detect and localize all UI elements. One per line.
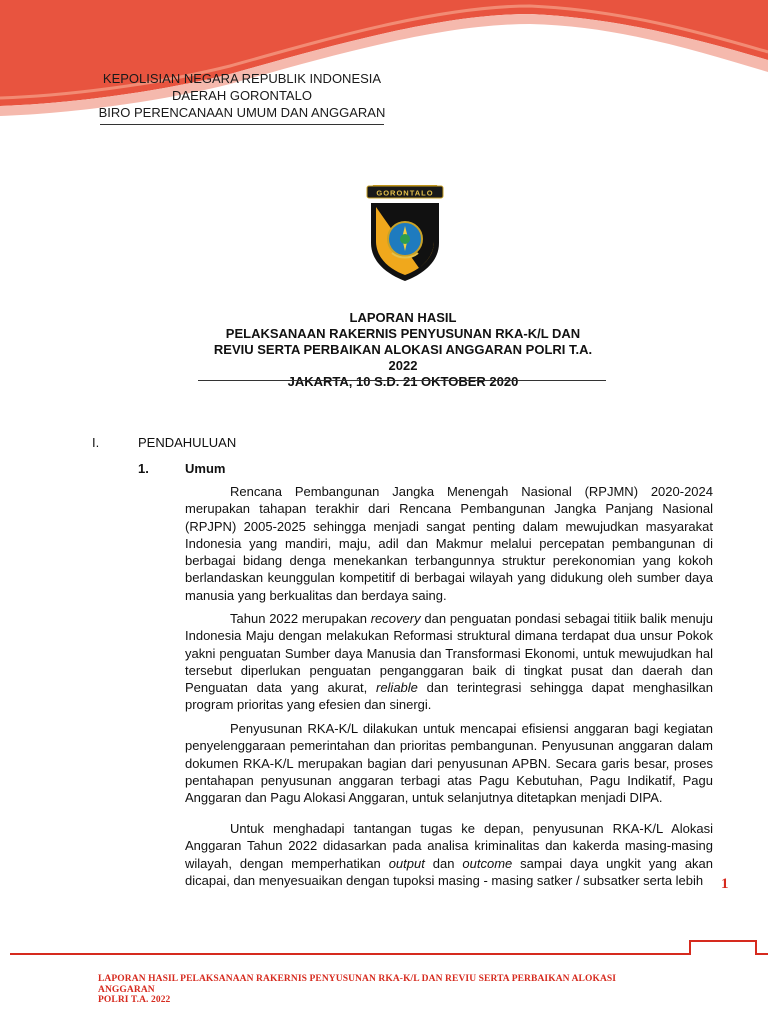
paragraph-4 bbox=[185, 820, 713, 889]
org-bureau: BIRO PERENCANAAN UMUM DAN ANGGARAN bbox=[98, 105, 386, 120]
paragraph-2-text-c: dan terintegrasi sehingga dapat menghasilkan program prioritas yang efesien dan sinergi. bbox=[185, 680, 713, 713]
section-title: PENDAHULUAN bbox=[138, 435, 237, 450]
page-number: 1 bbox=[721, 876, 729, 892]
section-number: I. bbox=[92, 435, 100, 450]
title-divider bbox=[198, 380, 606, 381]
paragraph-1: Rencana Pembangunan Jangka Menengah Nasional (RPJMN) 2020-2024 merupakan tahapan terakhir dari Rencana Pembangunan Jangka Panjang Nasional (RPJPN) 2005-2025 sehingga menjadi sangat penting dalam mewujudkan masyarakat Indonesia yang mandiri, maju, adil dan Makmur melalui percepatan pembangunan di berbagai bidang denga menekankan terbangunnya struktur perekonomian yang kokoh berlandaskan keunggulan kompetitif di berbagai wilayah yang didukung oleh sumber daya manusia yang berkualitas dan berdaya saing. bbox=[185, 484, 713, 603]
paragraph-2-text-b: dan penguatan pondasi sebagai titiik balik menuju Indonesia Maju dengan melakukan Reformasi struktural dimana terdapat dua unsur Pokok yakni penguatan Sumber daya Manusia dan Transformasi Ekonomi, untuk mewujudkan hal tersebut diperlukan penguatan penganggaran baik di tingkat pusat dan daerah dan Penguatan data yang akurat, bbox=[185, 611, 713, 696]
paragraph-4-text-c: sampai daya ungkit yang akan dicapai, dan menyesuaikan dengan tupoksi masing - masing satker / subsatker serta lebih bbox=[185, 855, 714, 888]
report-title-line-2: PELAKSANAAN RAKERNIS PENYUSUNAN RKA-K/L DAN bbox=[225, 326, 581, 341]
paragraph-4-emphasis-outcome: outcome bbox=[462, 855, 513, 871]
logo-banner-text: GORONTALO bbox=[376, 188, 434, 198]
report-title-line-3: REVIU SERTA PERBAIKAN ALOKASI ANGGARAN POLRI T.A. 2022 bbox=[213, 342, 593, 373]
report-title-line-4: JAKARTA, 10 S.D. 21 OKTOBER 2020 bbox=[287, 374, 519, 389]
org-region: DAERAH GORONTALO bbox=[172, 88, 312, 103]
paragraph-2 bbox=[185, 610, 713, 714]
subsection-title: Umum bbox=[185, 461, 226, 476]
paragraph-4-text-a: Untuk menghadapi tantangan tugas ke depan, penyusunan RKA-K/L Alokasi Anggaran Tahun 2022 didasarkan pada analisa kriminalitas dan kakerda masing-masing wilayah, dengan memperhatikan bbox=[185, 821, 713, 871]
footer-text bbox=[98, 974, 658, 1005]
paragraph-3: Penyusunan RKA-K/L dilakukan untuk mencapai efisiensi anggaran bagi kegiatan penyelenggaraan pemerintahan dan prioritas pembangunan. Penyusunan anggaran dalam dokumen RKA-K/L merupakan bagian dari penyusunan APBN. Secara garis besar, proses pentahapan penyusunan anggaran terbagi atas Pagu Kebutuhan, Pagu Indikatif, Pagu Anggaran dan Pagu Alokasi Anggaran, untuk selanjutnya ditetapkan menjadi DIPA. bbox=[185, 721, 713, 806]
footer-line-1: LAPORAN HASIL PELAKSANAAN RAKERNIS PENYUSUNAN RKA-K/L DAN REVIU SERTA PERBAIKAN ALOKASI ANGGARAN bbox=[98, 974, 617, 995]
report-title-line-1: LAPORAN HASIL bbox=[349, 310, 457, 325]
paragraph-2-emphasis-reliable: reliable bbox=[375, 680, 418, 696]
paragraph-2-text-a: Tahun 2022 merupakan bbox=[230, 611, 371, 626]
paragraph-4-emphasis-output: output bbox=[388, 855, 425, 871]
header-divider bbox=[100, 124, 384, 125]
report-title bbox=[198, 310, 608, 390]
paragraph-2-emphasis-recovery: recovery bbox=[370, 611, 421, 626]
org-name: KEPOLISIAN NEGARA REPUBLIK INDONESIA bbox=[102, 71, 382, 86]
footer-divider bbox=[0, 937, 768, 959]
police-shield-emblem-icon bbox=[363, 183, 447, 283]
footer-line-2: POLRI T.A. 2022 bbox=[98, 995, 171, 1005]
paragraph-4-text-b: dan bbox=[424, 855, 463, 871]
organization-header bbox=[96, 70, 388, 121]
subsection-number: 1. bbox=[138, 461, 149, 476]
